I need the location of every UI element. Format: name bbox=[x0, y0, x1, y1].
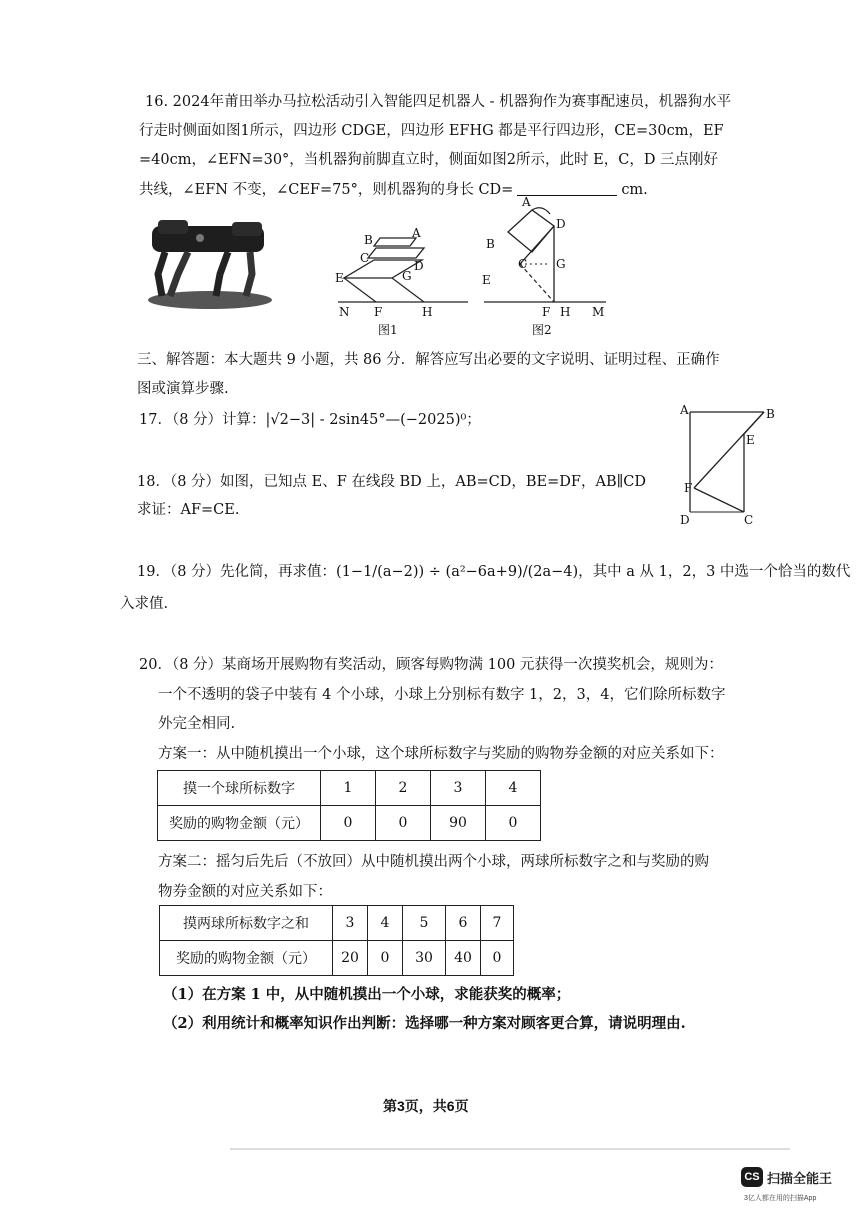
table-cell: 3 bbox=[431, 771, 486, 806]
q16-line4-text: 共线，∠EFN 不变，∠CEF=75°，则机器狗的身长 CD= bbox=[139, 182, 514, 198]
table-cell: 4 bbox=[368, 906, 403, 941]
figure-2 bbox=[480, 192, 610, 340]
q20-line3: 外完全相同. bbox=[158, 716, 236, 732]
table-cell: 40 bbox=[446, 941, 481, 976]
q20-line1: 20．（8 分）某商场开展购物有奖活动，顾客每购物满 100 元获得一次摸奖机会，规则为： bbox=[139, 657, 723, 673]
table-cell: 0 bbox=[368, 941, 403, 976]
fig2-label-C: C bbox=[518, 257, 528, 271]
fig2-label-H: H bbox=[560, 305, 571, 319]
fig2-label-G: G bbox=[556, 257, 566, 271]
fig2-label-B: B bbox=[486, 237, 495, 251]
fig2-label-F: F bbox=[542, 305, 551, 319]
q19-line2: 入求值. bbox=[120, 596, 169, 612]
figure-1 bbox=[330, 222, 470, 340]
q18-label-F: F bbox=[684, 481, 693, 495]
q17-text: 17．（8 分）计算：|√2−3| - 2sin45°—(−2025)⁰； bbox=[139, 412, 481, 428]
q18-label-A: A bbox=[680, 403, 689, 417]
fig1-label-F: F bbox=[374, 305, 383, 319]
fig1-label-D: D bbox=[414, 259, 424, 273]
table-cell: 6 bbox=[446, 906, 481, 941]
fig2-label-A: A bbox=[522, 195, 531, 209]
table-row bbox=[158, 806, 541, 841]
q20-plan1: 方案一：从中随机摸出一个小球，这个球所标数字与奖励的购物券金额的对应关系如下： bbox=[158, 746, 724, 762]
table-cell: 1 bbox=[321, 771, 376, 806]
section3-line1: 三、解答题：本大题共 9 小题，共 86 分．解答应写出必要的文字说明、证明过程、正确作 bbox=[137, 352, 720, 368]
q18-label-E: E bbox=[746, 433, 755, 447]
q18-line2: 求证：AF=CE. bbox=[137, 502, 240, 518]
table-cell: 奖励的购物金额（元） bbox=[158, 806, 321, 841]
table-cell: 0 bbox=[321, 806, 376, 841]
q16-line1: 16. 2024年莆田举办马拉松活动引入智能四足机器人 - 机器狗作为赛事配速员，机器狗水平 bbox=[145, 94, 732, 110]
q18-label-B: B bbox=[766, 407, 775, 421]
table-cell: 摸一个球所标数字 bbox=[158, 771, 321, 806]
fig1-label-G: G bbox=[402, 269, 412, 283]
fig1-label-N: N bbox=[339, 305, 350, 319]
q20-sub2: （2）利用统计和概率知识作出判断：选择哪一种方案对顾客更合算，请说明理由. bbox=[163, 1015, 686, 1032]
table-cell: 0 bbox=[486, 806, 541, 841]
fig1-label-E: E bbox=[335, 271, 344, 285]
q19-line1: 19．（8 分）先化简，再求值：(1−1/(a−2)) ÷ (a²−6a+9)/(2a−4)，其中 a 从 1，2，3 中选一个恰当的数代 bbox=[137, 564, 851, 580]
q16-line3: =40cm，∠EFN=30°，当机器狗前脚直立时，侧面如图2所示，此时 E，C，D 三点刚好 bbox=[139, 152, 719, 168]
table-cell: 奖励的购物金额（元） bbox=[160, 941, 333, 976]
fig2-label-E: E bbox=[482, 273, 491, 287]
scan-edge-line bbox=[230, 1148, 790, 1150]
scanner-watermark bbox=[741, 1167, 832, 1187]
q20-line2: 一个不透明的袋子中装有 4 个小球，小球上分别标有数字 1，2，3，4，它们除所标数字 bbox=[158, 687, 726, 703]
page-number: 第3页，共6页 bbox=[383, 1098, 469, 1114]
robot-dog-image bbox=[140, 212, 280, 312]
fig1-label-A: A bbox=[412, 226, 421, 240]
q18-figure bbox=[670, 400, 780, 530]
q20-sub1: （1）在方案 1 中，从中随机摸出一个小球，求能获奖的概率； bbox=[163, 986, 571, 1003]
camscanner-logo-icon: CS bbox=[741, 1167, 763, 1187]
table-cell: 4 bbox=[486, 771, 541, 806]
table-cell: 2 bbox=[376, 771, 431, 806]
fig1-label-C: C bbox=[360, 251, 370, 265]
q20-plan2-line2: 物券金额的对应关系如下： bbox=[158, 884, 332, 900]
table-row bbox=[158, 771, 541, 806]
watermark-name: 扫描全能王 bbox=[767, 1170, 833, 1186]
table-row bbox=[160, 941, 514, 976]
plan2-table bbox=[159, 905, 514, 976]
table-cell: 90 bbox=[431, 806, 486, 841]
q16-unit: cm. bbox=[621, 182, 648, 198]
fig2-label-D: D bbox=[556, 217, 566, 231]
fig2-label-M: M bbox=[592, 305, 605, 319]
q16-line2: 行走时侧面如图1所示，四边形 CDGE，四边形 EFHG 都是平行四边形，CE=30cm，EF bbox=[139, 123, 724, 139]
table-cell: 5 bbox=[403, 906, 446, 941]
watermark-tagline: 3亿人都在用的扫描App bbox=[744, 1195, 817, 1202]
table-cell: 20 bbox=[333, 941, 368, 976]
section3-line2: 图或演算步骤. bbox=[137, 381, 229, 397]
table-row bbox=[160, 906, 514, 941]
table-cell: 7 bbox=[481, 906, 514, 941]
q18-label-C: C bbox=[744, 513, 754, 527]
table-cell: 摸两球所标数字之和 bbox=[160, 906, 333, 941]
q18-label-D: D bbox=[680, 513, 690, 527]
q18-line1: 18．（8 分）如图，已知点 E、F 在线段 BD 上，AB=CD，BE=DF，AB∥CD bbox=[137, 474, 647, 490]
plan1-table bbox=[157, 770, 541, 841]
table-cell: 0 bbox=[481, 941, 514, 976]
q20-plan2-line1: 方案二：摇匀后先后（不放回）从中随机摸出两个小球，两球所标数字之和与奖励的购 bbox=[158, 854, 709, 870]
fig1-label-B: B bbox=[364, 233, 373, 247]
fig1-caption: 图1 bbox=[378, 323, 398, 337]
table-cell: 3 bbox=[333, 906, 368, 941]
table-cell: 30 bbox=[403, 941, 446, 976]
table-cell: 0 bbox=[376, 806, 431, 841]
fig2-caption: 图2 bbox=[532, 323, 552, 337]
fig1-label-H: H bbox=[422, 305, 433, 319]
